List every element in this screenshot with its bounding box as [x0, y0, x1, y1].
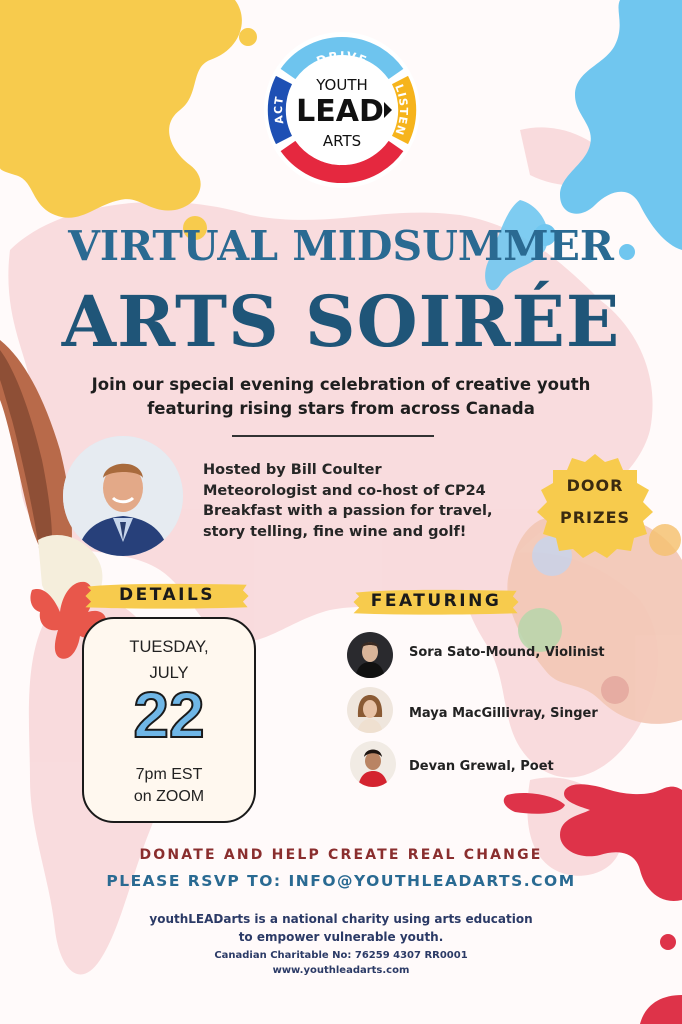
performer-name-1: Sora Sato-Mound, Violinist	[409, 645, 605, 660]
title-line-1: VIRTUAL MIDSUMMER	[68, 222, 614, 270]
performer-avatar-icon	[350, 741, 396, 787]
host-line-3: Breakfast with a passion for travel,	[203, 503, 493, 519]
door-prizes-text	[533, 470, 657, 534]
intro-line-2: featuring rising stars from across Canada	[147, 399, 535, 418]
title-line-2: ARTS SOIRÉE	[61, 280, 621, 363]
host-avatar-icon	[63, 436, 183, 556]
logo-youth: YOUTH	[316, 76, 368, 94]
details-label: DETAILS	[118, 585, 216, 605]
charity-number: Canadian Charitable No: 76259 4307 RR0001	[214, 950, 468, 961]
logo-lead: LEAD	[296, 94, 384, 129]
performer-photo-3	[350, 741, 396, 787]
rsvp-text: PLEASE RSVP TO: INFO@YOUTHLEADARTS.COM	[106, 872, 576, 890]
charity-description	[0, 910, 682, 946]
charity-line-2: to empower vulnerable youth.	[238, 930, 444, 944]
host-line-2: Meteorologist and co-host of CP24	[203, 482, 486, 499]
divider	[232, 435, 434, 437]
performer-avatar-icon	[347, 687, 393, 733]
youthleadarts-logo	[262, 30, 422, 190]
website-link[interactable]: www.youthleadarts.com	[272, 965, 410, 976]
host-line-1: Hosted by Bill Coulter	[203, 462, 382, 478]
logo-arts: ARTS	[322, 132, 362, 150]
host-description	[203, 460, 523, 542]
intro-line-1: Join our special evening celebration of creative youth	[91, 375, 591, 394]
charity-line-1: youthLEADarts is a national charity using arts education	[149, 912, 533, 926]
performer-name-2: Maya MacGillivray, Singer	[409, 706, 598, 721]
charity-info	[0, 948, 682, 978]
performer-photo-2	[347, 687, 393, 733]
details-time-value: 7pm EST	[135, 766, 203, 783]
details-month: JULY	[149, 664, 189, 682]
host-photo	[63, 436, 183, 556]
logo-ring-top: DRIVE	[314, 48, 370, 69]
featuring-label: FEATURING	[370, 591, 502, 611]
door-prizes-line-2: PRIZES	[559, 508, 631, 527]
logo-ring-left: ACT	[271, 95, 287, 125]
performer-avatar-icon	[347, 632, 393, 678]
logo-ring-bottom: EMPATHIZE	[304, 143, 380, 169]
donate-text: DONATE AND HELP CREATE REAL CHANGE	[139, 847, 543, 863]
intro-text	[40, 373, 642, 421]
logo-ring-right: LISTEN	[392, 82, 411, 138]
svg-text:ACT	[272, 95, 286, 125]
performer-photo-1	[347, 632, 393, 678]
host-line-4: story telling, fine wine and golf!	[203, 523, 467, 540]
details-date: 22	[133, 679, 205, 751]
performer-name-3: Devan Grewal, Poet	[409, 759, 554, 774]
details-platform: on ZOOM	[133, 788, 205, 805]
details-day: TUESDAY,	[129, 638, 209, 656]
details-time	[82, 764, 256, 808]
door-prizes-line-1: DOOR	[566, 476, 624, 495]
